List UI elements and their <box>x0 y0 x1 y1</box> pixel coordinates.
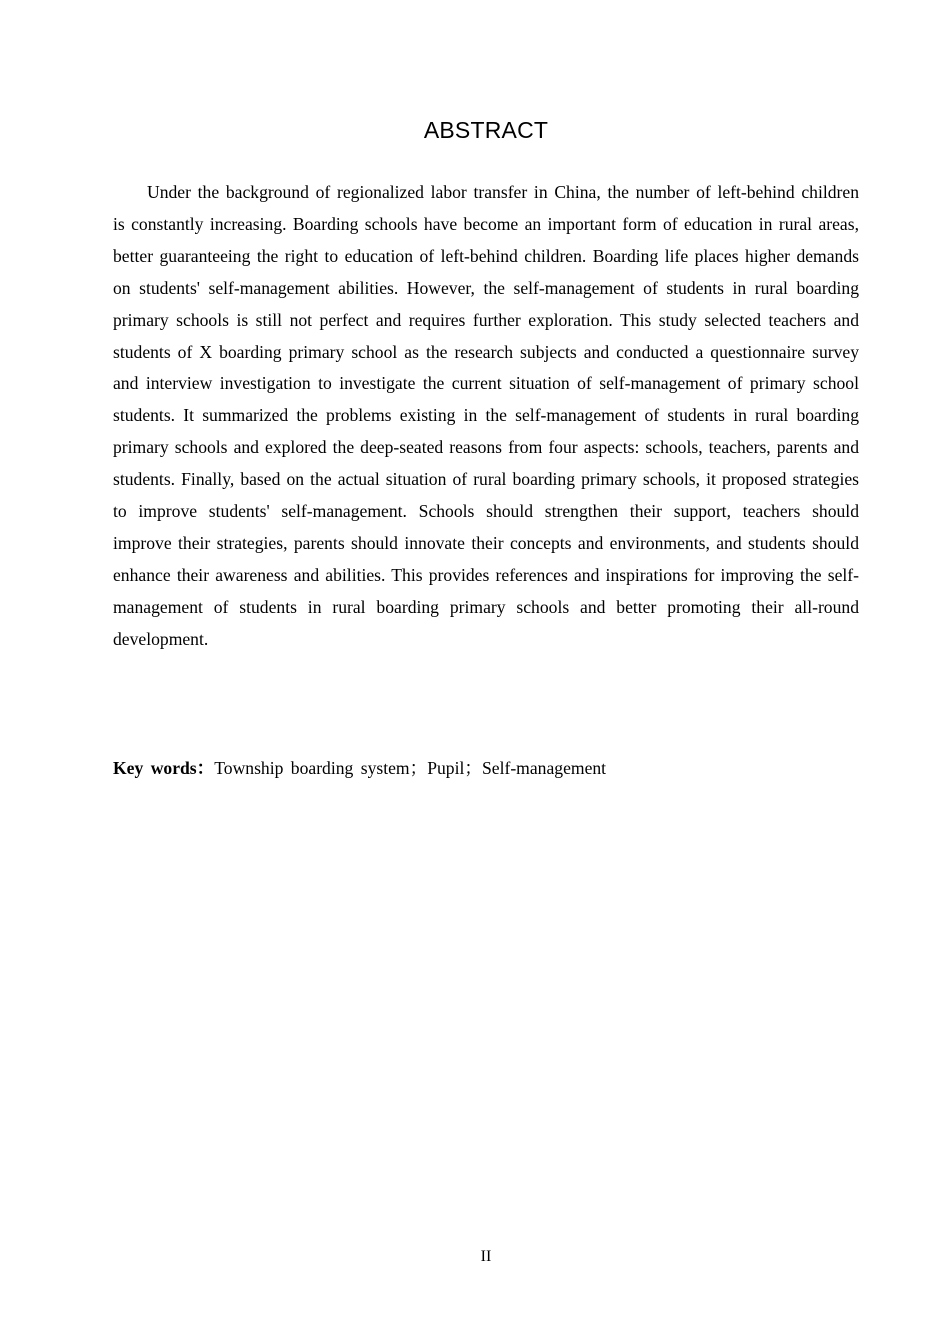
abstract-heading: ABSTRACT <box>423 117 549 143</box>
keyword-item: Self-management <box>481 758 607 778</box>
keyword-item: Pupil <box>427 758 465 778</box>
abstract-body: Under the background of regionalized labor transfer in China, the number of left-behind children is constantly increasing. Boarding schools have become an important form of education in rural areas, better guaranteeing the right to education of left-behind children. Boarding life places higher demands on students' self-management abilities. However, the self-management of students in rural boarding primary schools is still not perfect and requires further exploration. This study selected teachers and students of X boarding primary school as the research subjects and conducted a questionnaire survey and interview investigation to investigate the current situation of self-management of primary school students. It summarized the problems existing in the self-management of students in rural boarding primary schools and explored the deep-seated reasons from four aspects: schools, teachers, parents and students. Finally, based on the actual situation of rural boarding primary schools, it proposed strategies to improve students' self-management. Schools should strengthen their support, teachers should improve their strategies, parents should innovate their concepts and environments, and students should enhance their awareness and abilities. This provides references and inspirations for improving the self-management of students in rural boarding primary schools and better promoting their all-round development. <box>113 182 859 649</box>
keywords-label: Key words <box>113 758 197 778</box>
keyword-item: Township boarding system <box>214 758 410 778</box>
keywords-line <box>113 752 859 784</box>
page-number: II <box>480 1248 492 1265</box>
keyword-delimiter: ； <box>409 758 428 778</box>
keywords-colon: ： <box>196 758 215 778</box>
keyword-delimiter: ； <box>464 758 482 778</box>
